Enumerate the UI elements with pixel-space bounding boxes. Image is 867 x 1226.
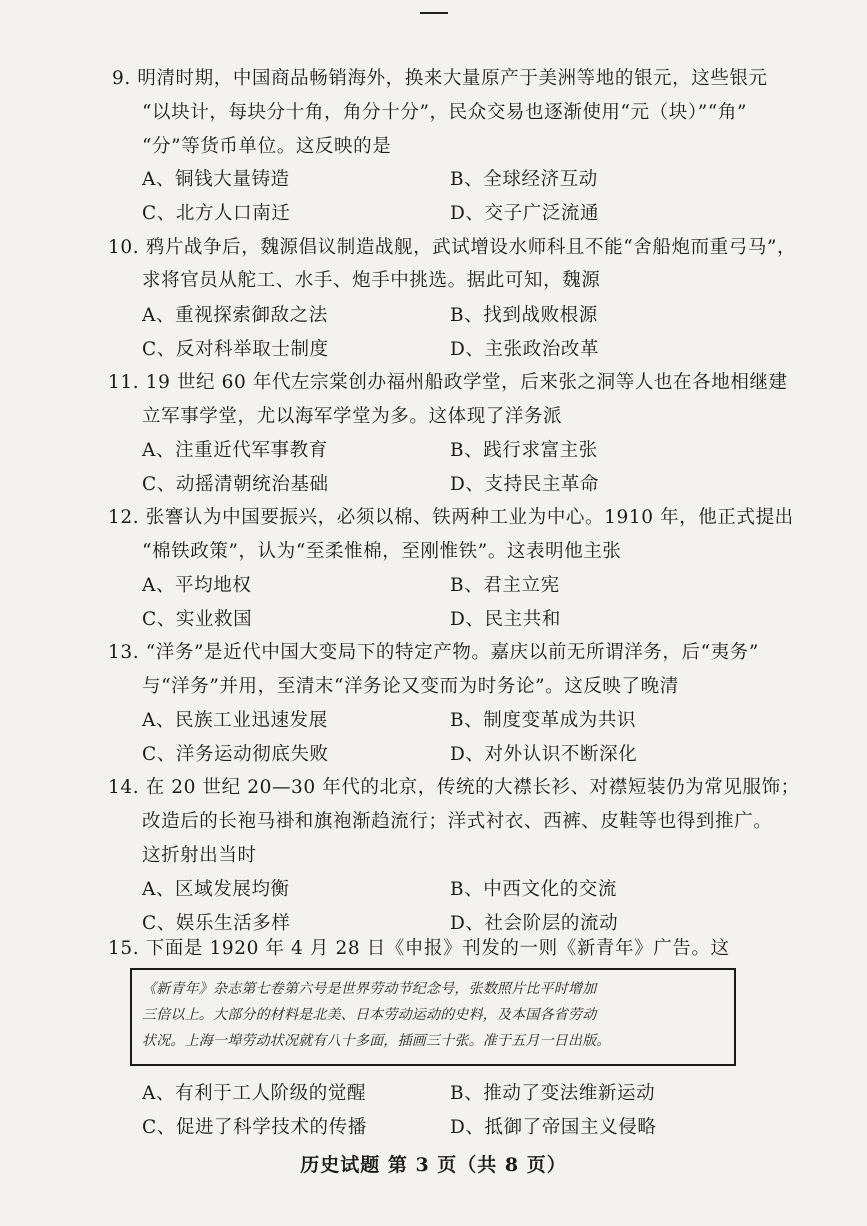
q12-option-b: B、君主立宪 xyxy=(450,575,560,596)
q10-option-b: B、找到战败根源 xyxy=(450,305,598,326)
q15-option-c: C、促进了科学技术的传播 xyxy=(142,1117,367,1138)
q14-option-c: C、娱乐生活多样 xyxy=(142,913,291,934)
q9-stem-line-3: “分”等货币单位。这反映的是 xyxy=(142,136,392,157)
q11-stem-line-2: 立军事学堂，尤以海军学堂为多。这体现了洋务派 xyxy=(142,406,563,427)
q13-stem-line-1: 13. “洋务”是近代中国大变局下的特定产物。嘉庆以前无所谓洋务，后“夷务” xyxy=(108,642,759,663)
top-dash-mark xyxy=(420,12,448,14)
q15-number: 15. xyxy=(108,938,140,959)
q10-option-d: D、主张政治改革 xyxy=(450,339,600,360)
q13-option-c: C、洋务运动彻底失败 xyxy=(142,744,329,765)
q11-option-d: D、支持民主革命 xyxy=(450,474,600,495)
q10-stem-line-1: 10. 鸦片战争后，魏源倡议制造战舰，武试增设水师科且不能“舍船炮而重弓马”， xyxy=(108,237,797,258)
q14-stem-line-3: 这折射出当时 xyxy=(142,845,257,866)
quote-line-1: 《新青年》杂志第七卷第六号是世界劳动节纪念号，张数照片比平时增加 xyxy=(142,981,597,997)
q13-option-d: D、对外认识不断深化 xyxy=(450,744,638,765)
q9-number: 9. xyxy=(112,68,131,89)
q10-stem-line-2: 求将官员从舵工、水手、炮手中挑选。据此可知，魏源 xyxy=(142,270,601,291)
q15-option-a: A、有利于工人阶级的觉醒 xyxy=(142,1083,367,1104)
q9-option-a: A、铜钱大量铸造 xyxy=(142,169,290,190)
quote-line-3: 状况。上海一埠劳动状况就有八十多面，插画三十张。准于五月一日出版。 xyxy=(142,1033,611,1049)
q12-stem-line-2: “棉铁政策”，认为“至柔惟棉，至刚惟铁”。这表明他主张 xyxy=(142,541,622,562)
q13-option-b: B、制度变革成为共识 xyxy=(450,710,637,731)
q15-stem-line-1: 15. 下面是 1920 年 4 月 28 日《申报》刊发的一则《新青年》广告。这 xyxy=(108,938,730,959)
q14-stem-line-2: 改造后的长袍马褂和旗袍渐趋流行；洋式衬衣、西裤、皮鞋等也得到推广。 xyxy=(142,811,773,832)
q13-option-a: A、民族工业迅速发展 xyxy=(142,710,328,731)
q9-stem-line-1: 9. 明清时期，中国商品畅销海外，换来大量原产于美洲等地的银元，这些银元 xyxy=(112,68,768,89)
q9-option-d: D、交子广泛流通 xyxy=(450,203,600,224)
q12-option-d: D、民主共和 xyxy=(450,609,561,630)
q11-stem-line-1: 11. 19 世纪 60 年代左宗棠创办福州船政学堂，后来张之洞等人也在各地相继建 xyxy=(108,372,788,393)
quote-line-2: 三倍以上。大部分的材料是北美、日本劳动运动的史料，及本国各省劳动 xyxy=(142,1007,597,1023)
q10-number: 10. xyxy=(108,237,140,258)
q9-stem-line-2: “以块计，每块分十角，角分十分”，民众交易也逐渐使用“元（块）”“角” xyxy=(142,102,747,123)
advertisement-quote-box xyxy=(130,968,736,1066)
q13-stem-line-2: 与“洋务”并用，至清末“洋务论又变而为时务论”。这反映了晚清 xyxy=(142,676,679,697)
q12-option-c: C、实业救国 xyxy=(142,609,253,630)
q13-number: 13. xyxy=(108,642,140,663)
q11-option-b: B、践行求富主张 xyxy=(450,440,598,461)
q15-option-b: B、推动了变法维新运动 xyxy=(450,1083,656,1104)
q10-option-a: A、重视探索御敌之法 xyxy=(142,305,328,326)
q12-option-a: A、平均地权 xyxy=(142,575,252,596)
q12-number: 12. xyxy=(108,507,140,528)
q14-number: 14. xyxy=(108,777,140,798)
q9-option-c: C、北方人口南迁 xyxy=(142,203,291,224)
q9-option-b: B、全球经济互动 xyxy=(450,169,598,190)
q10-option-c: C、反对科举取士制度 xyxy=(142,339,329,360)
q11-option-c: C、动摇清朝统治基础 xyxy=(142,474,329,495)
q14-option-d: D、社会阶层的流动 xyxy=(450,913,619,934)
q11-option-a: A、注重近代军事教育 xyxy=(142,440,328,461)
page-footer: 历史试题 第 3 页（共 8 页） xyxy=(300,1154,567,1176)
q15-option-d: D、抵御了帝国主义侵略 xyxy=(450,1117,657,1138)
q14-option-a: A、区域发展均衡 xyxy=(142,879,290,900)
q14-option-b: B、中西文化的交流 xyxy=(450,879,617,900)
q14-stem-line-1: 14. 在 20 世纪 20—30 年代的北京，传统的大襟长衫、对襟短装仍为常见服饰； xyxy=(108,777,800,798)
q12-stem-line-1: 12. 张謇认为中国要振兴，必须以棉、铁两种工业为中心。1910 年，他正式提出 xyxy=(108,507,794,528)
q11-number: 11. xyxy=(108,372,140,393)
